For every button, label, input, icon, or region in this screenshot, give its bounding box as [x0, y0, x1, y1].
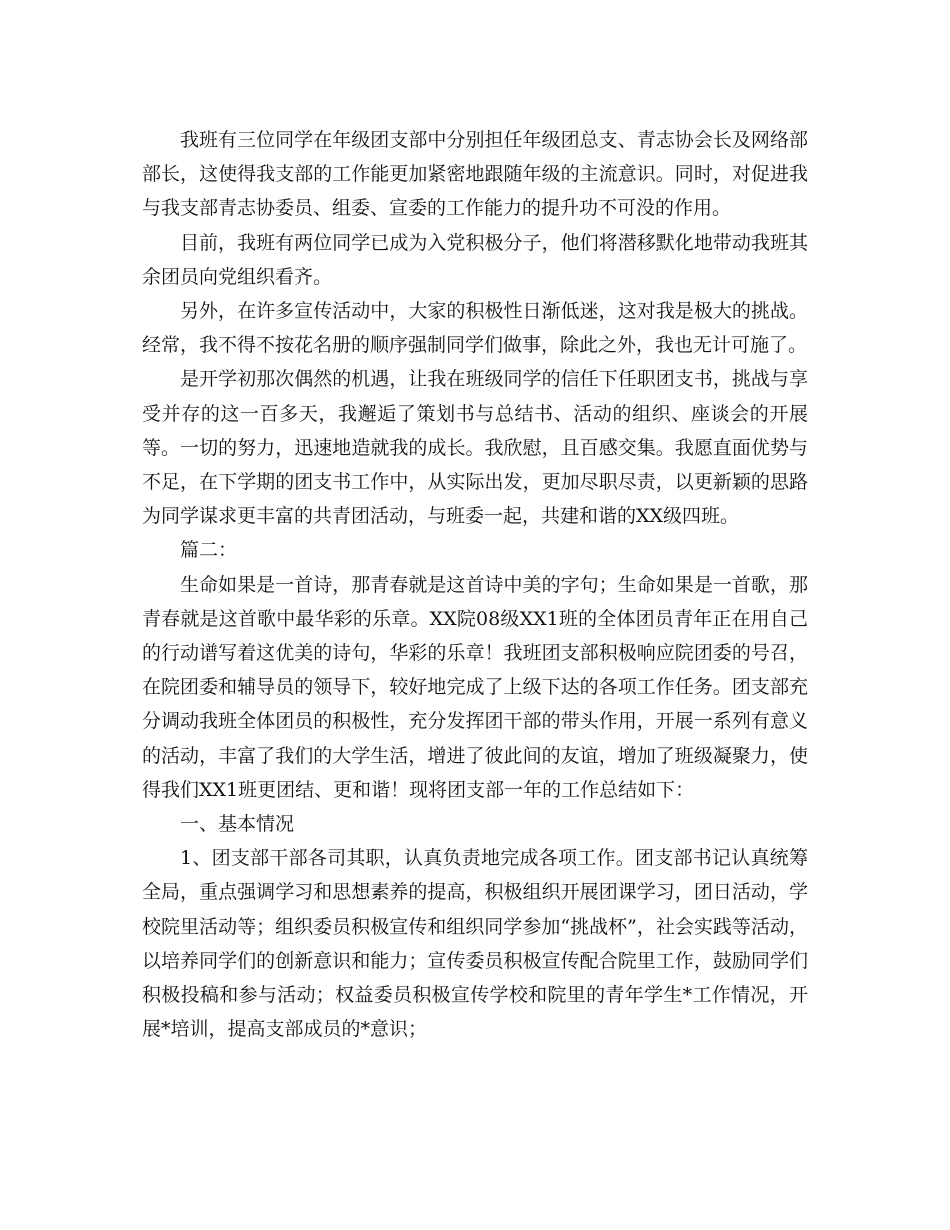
paragraph-4: 是开学初那次偶然的机遇，让我在班级同学的信任下任职团支书，挑战与享受并存的这一百多天，我邂逅了策划书与总结书、活动的组织、座谈会的开展等。一切的努力，迅速地造就我的成长。我欣慰，且百感交集。我愿直面优势与不足，在下学期的团支书工作中，从实际出发，更加尽职尽责，以更新颖的思路为同学谋求更丰富的共青团活动，与班委一起，共建和谐的XX级四班。 [142, 368, 808, 528]
paragraph-5: 生命如果是一首诗，那青春就是这首诗中美的字句；生命如果是一首歌，那青春就是这首歌中最华彩的乐章。XX院08级XX1班的全体团员青年正在用自己的行动谱写着这优美的诗句，华彩的乐章！我班团支部积极响应院团委的号召，在院团委和辅导员的领导下，较好地完成了上级下达的各项工作任务。团支部充分调动我班全体团员的积极性，充分发挥团干部的带头作用，开展一系列有意义的活动，丰富了我们的大学生活，增进了彼此间的友谊，增加了班级凝聚力，使得我们XX1班更团结、更和谐！现将团支部一年的工作总结如下： [142, 573, 808, 801]
paragraph-1: 我班有三位同学在年级团支部中分别担任年级团总支、青志协会长及网络部部长，这使得我支部的工作能更加紧密地跟随年级的主流意识。同时，对促进我与我支部青志协委员、组委、宣委的工作能力的提升功不可没的作用。 [142, 129, 808, 220]
paragraph-2: 目前，我班有两位同学已成为入党积极分子，他们将潜移默化地带动我班其余团员向党组织看齐。 [142, 231, 808, 288]
paragraph-3: 另外，在许多宣传活动中，大家的积极性日渐低迷，这对我是极大的挑战。经常，我不得不按花名册的顺序强制同学们做事，除此之外，我也无计可施了。 [142, 300, 808, 357]
document-page [142, 123, 808, 1046]
section-heading-basic-situation: 一、基本情况 [180, 813, 295, 836]
paragraph-6: 1、团支部干部各司其职，认真负责地完成各项工作。团支部书记认真统筹全局，重点强调学习和思想素养的提高，积极组织开展团课学习，团日活动，学校院里活动等；组织委员积极宣传和组织同学参加“挑战杯”，社会实践等活动，以培养同学们的创新意识和能力；宣传委员积极宣传配合院里工作，鼓励同学们积极投稿和参与活动；权益委员积极宣传学校和院里的青年学生*工作情况，开展*培训，提高支部成员的*意识； [142, 847, 808, 1041]
section-heading-part-two: 篇二： [180, 539, 238, 562]
